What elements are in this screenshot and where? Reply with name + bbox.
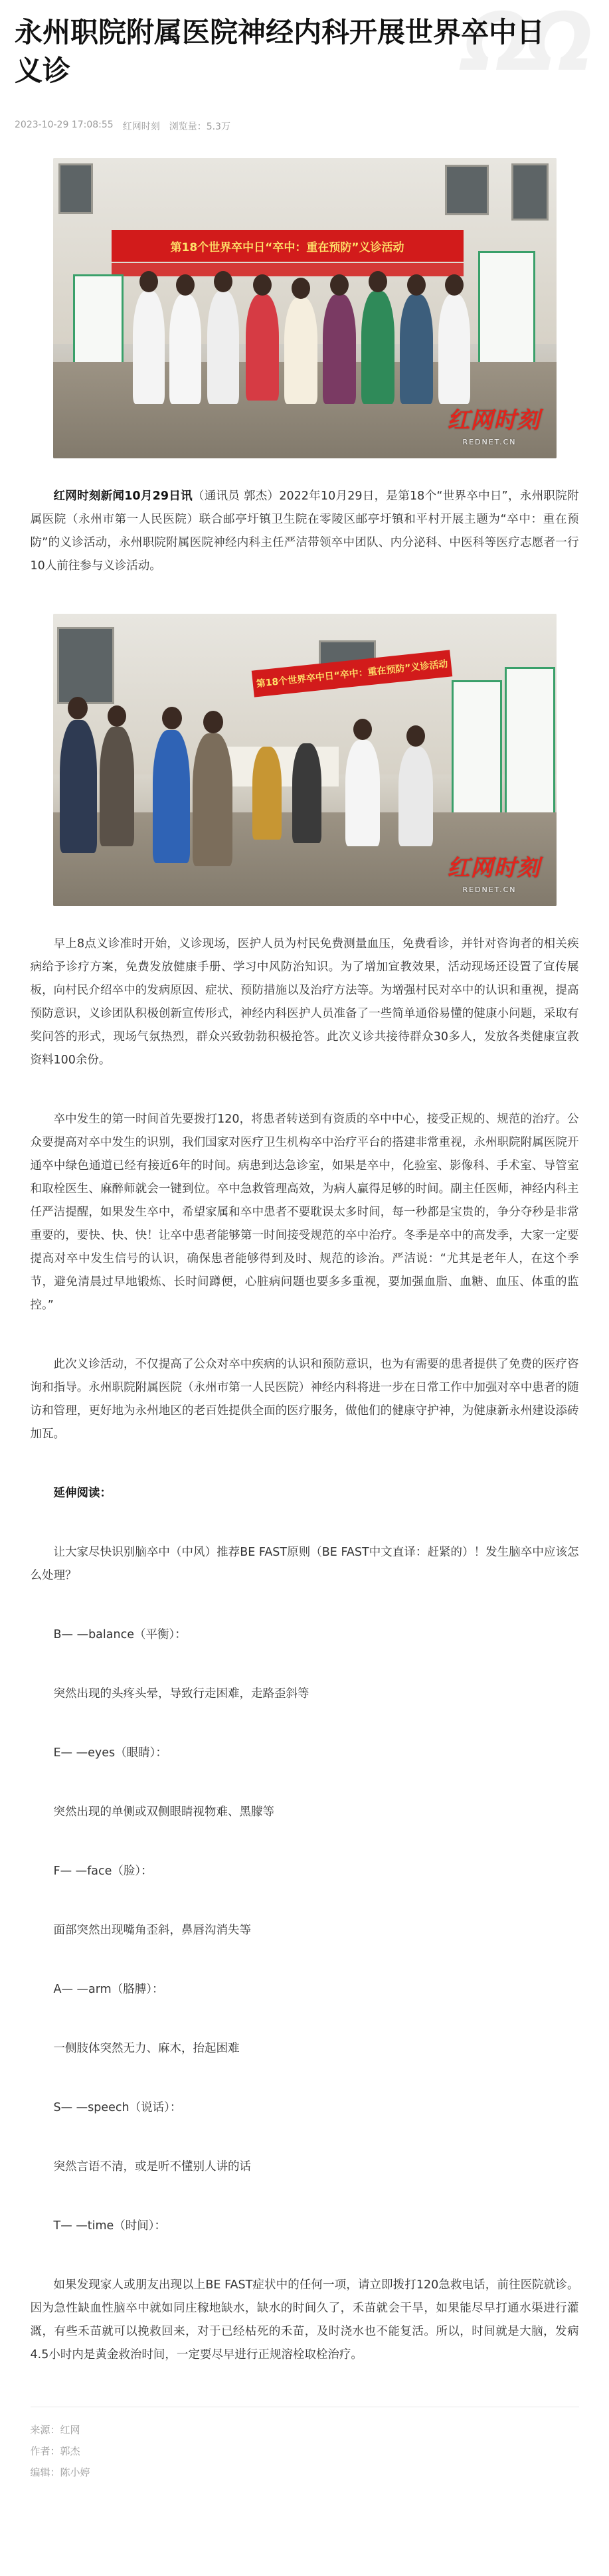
photo-1-logo: 红网时刻 xyxy=(447,407,541,434)
paragraph-1 xyxy=(31,485,579,578)
view-count: 浏览量：5.3万 xyxy=(169,122,230,132)
article-body xyxy=(31,485,579,578)
article-footer xyxy=(31,2407,579,2483)
fast-s-desc: 突然言语不清，或是听不懂别人讲的话 xyxy=(53,2160,251,2173)
fast-b-label: B— —balance（平衡）： xyxy=(53,1628,187,1641)
photo-1-logo-sub: REDNET.CN xyxy=(462,438,517,446)
fast-b-desc: 突然出现的头疼头晕，导致行走困难，走路歪斜等 xyxy=(53,1687,309,1701)
fast-a-desc: 一侧肢体突然无力、麻木，抬起困难 xyxy=(53,2042,240,2055)
photo-2-banner: 第18个世界卒中日“卒中：重在预防”义诊活动 xyxy=(251,650,452,697)
paragraph-2: 早上8点义诊准时开始，义诊现场，医护人员为村民免费测量血压，免费看诊，并针对咨询者的相关疾病给予诊疗方案，免费发放健康手册、学习中风防治知识。为了增加宣教效果，活动现场还设置了宣传展板，向村民介绍卒中的发病原因、症状、预防措施以及治疗方法等。为增强村民对卒中的认识和重视，提高预防意识，义诊团队积极创新宣传形式，神经内科医护人员准备了一些简单通俗易懂的健康小问题，采取有奖问答的形式，现场气氛热烈，群众兴致勃勃积极抢答。此次义诊共接待群众30多人，发放各类健康宣教资料100余份。 xyxy=(30,937,579,1067)
dateline: 红网时刻新闻10月29日讯 xyxy=(53,490,193,503)
paragraph-final: 如果发现家人或朋友出现以上BE FAST症状中的任何一项，请立即拨打120急救电话，前往医院就诊。因为急性缺血性脑卒中就如同庄稼地缺水，缺水的时间久了，禾苗就会干旱，如果能尽早打通水渠进行灌溉，有些禾苗就可以挽救回来，对于已经枯死的禾苗，及时浇水也不能复活。所以，时间就是大脑，发病4.5小时内是黄金救治时间，一定要尽早进行正规溶栓取栓治疗。 xyxy=(30,2278,579,2361)
photo-2-logo-sub: REDNET.CN xyxy=(462,885,517,894)
article-photo-1 xyxy=(53,158,557,458)
paragraph-4: 此次义诊活动，不仅提高了公众对卒中疾病的认识和预防意识，也为有需要的患者提供了免费的医疗咨询和指导。永州职院附属医院（永州市第一人民医院）神经内科将进一步在日常工作中加强对卒中患者的随访和管理，更好地为永州地区的老百姓提供全面的医疗服务，做他们的健康守护神，为健康新永州建设添砖加瓦。 xyxy=(30,1358,579,1441)
article-meta xyxy=(15,120,594,133)
fast-e-label: E— —eyes（眼睛）： xyxy=(53,1746,167,1760)
extended-reading-heading: 延伸阅读： xyxy=(53,1487,112,1500)
photo-1-banner: 第18个世界卒中日“卒中：重在预防”义诊活动 xyxy=(112,230,464,262)
extended-reading-intro: 让大家尽快识别脑卒中（中风）推荐BE FAST原则（BE FAST中文直译：赶紧的）！发生脑卒中应该怎么处理？ xyxy=(30,1546,579,1582)
photo-2-logo: 红网时刻 xyxy=(447,855,541,881)
fast-f-label: F— —face（脸）： xyxy=(53,1865,153,1878)
fast-s-label: S— —speech（说话）： xyxy=(53,2101,182,2114)
fast-f-desc: 面部突然出现嘴角歪斜，鼻唇沟消失等 xyxy=(53,1924,251,1937)
header-watermark: ΩΩ xyxy=(463,0,588,89)
publish-datetime: 2023-10-29 17:08:55 xyxy=(15,120,114,130)
footer-source: 来源：红网 xyxy=(30,2424,80,2436)
article-photo-2 xyxy=(53,614,557,906)
footer-author: 作者：郭杰 xyxy=(30,2445,80,2457)
paragraph-3: 卒中发生的第一时间首先要拨打120，将患者转送到有资质的卒中中心，接受正规的、规范的治疗。公众要提高对卒中发生的识别，我们国家对医疗卫生机构卒中治疗平台的搭建非常重视，永州职院附属医院开通卒中绿色通道已经有接近6年的时间。病患到达急诊室，如果是卒中，化验室、影像科、手术室、导管室和取栓医生、麻醉师就会一键到位。卒中急救管理高效，为病人赢得足够的时间。副主任医师，神经内科主任严洁提醒，如果发生卒中，希望家属和卒中患者不要耽误太多时间，每一秒都是宝贵的，争分夺秒是非常重要的，要快、快、快！让卒中患者能够第一时间接受规范的卒中治疗。冬季是卒中的高发季，大家一定要提高对卒中发生信号的认识，确保患者能够得到及时、规范的诊治。严洁说：“尤其是老年人，在这个季节，避免清晨过早地锻炼、长时间蹲便，心脏病问题也要多多重视，要加强血脂、血糖、血压、体重的监控。” xyxy=(30,1113,579,1312)
fast-t-label: T— —time（时间）： xyxy=(53,2219,167,2233)
article-body-cont xyxy=(31,933,579,2367)
fast-e-desc: 突然出现的单侧或双侧眼睛视物难、黑朦等 xyxy=(53,1805,274,1819)
article-source: 红网时刻 xyxy=(122,122,160,132)
article-title: 永州职院附属医院神经内科开展世界卒中日义诊 xyxy=(15,16,545,87)
paragraph-1-text: （通讯员 郭杰）2022年10月29日，是第18个“世界卒中日”，永州职院附属医院（永州市第一人民医院）联合邮亭圩镇卫生院在零陵区邮亭圩镇和平村开展主题为“卒中：重在预防”的义诊活动，永州职院附属医院神经内科主任严洁带领卒中团队、内分泌科、中医科等医疗志愿者一行10人前往参与义诊活动。 xyxy=(30,490,579,573)
footer-editor: 编辑：陈小婷 xyxy=(30,2466,90,2478)
fast-a-label: A— —arm（胳膊）： xyxy=(53,1983,164,1996)
